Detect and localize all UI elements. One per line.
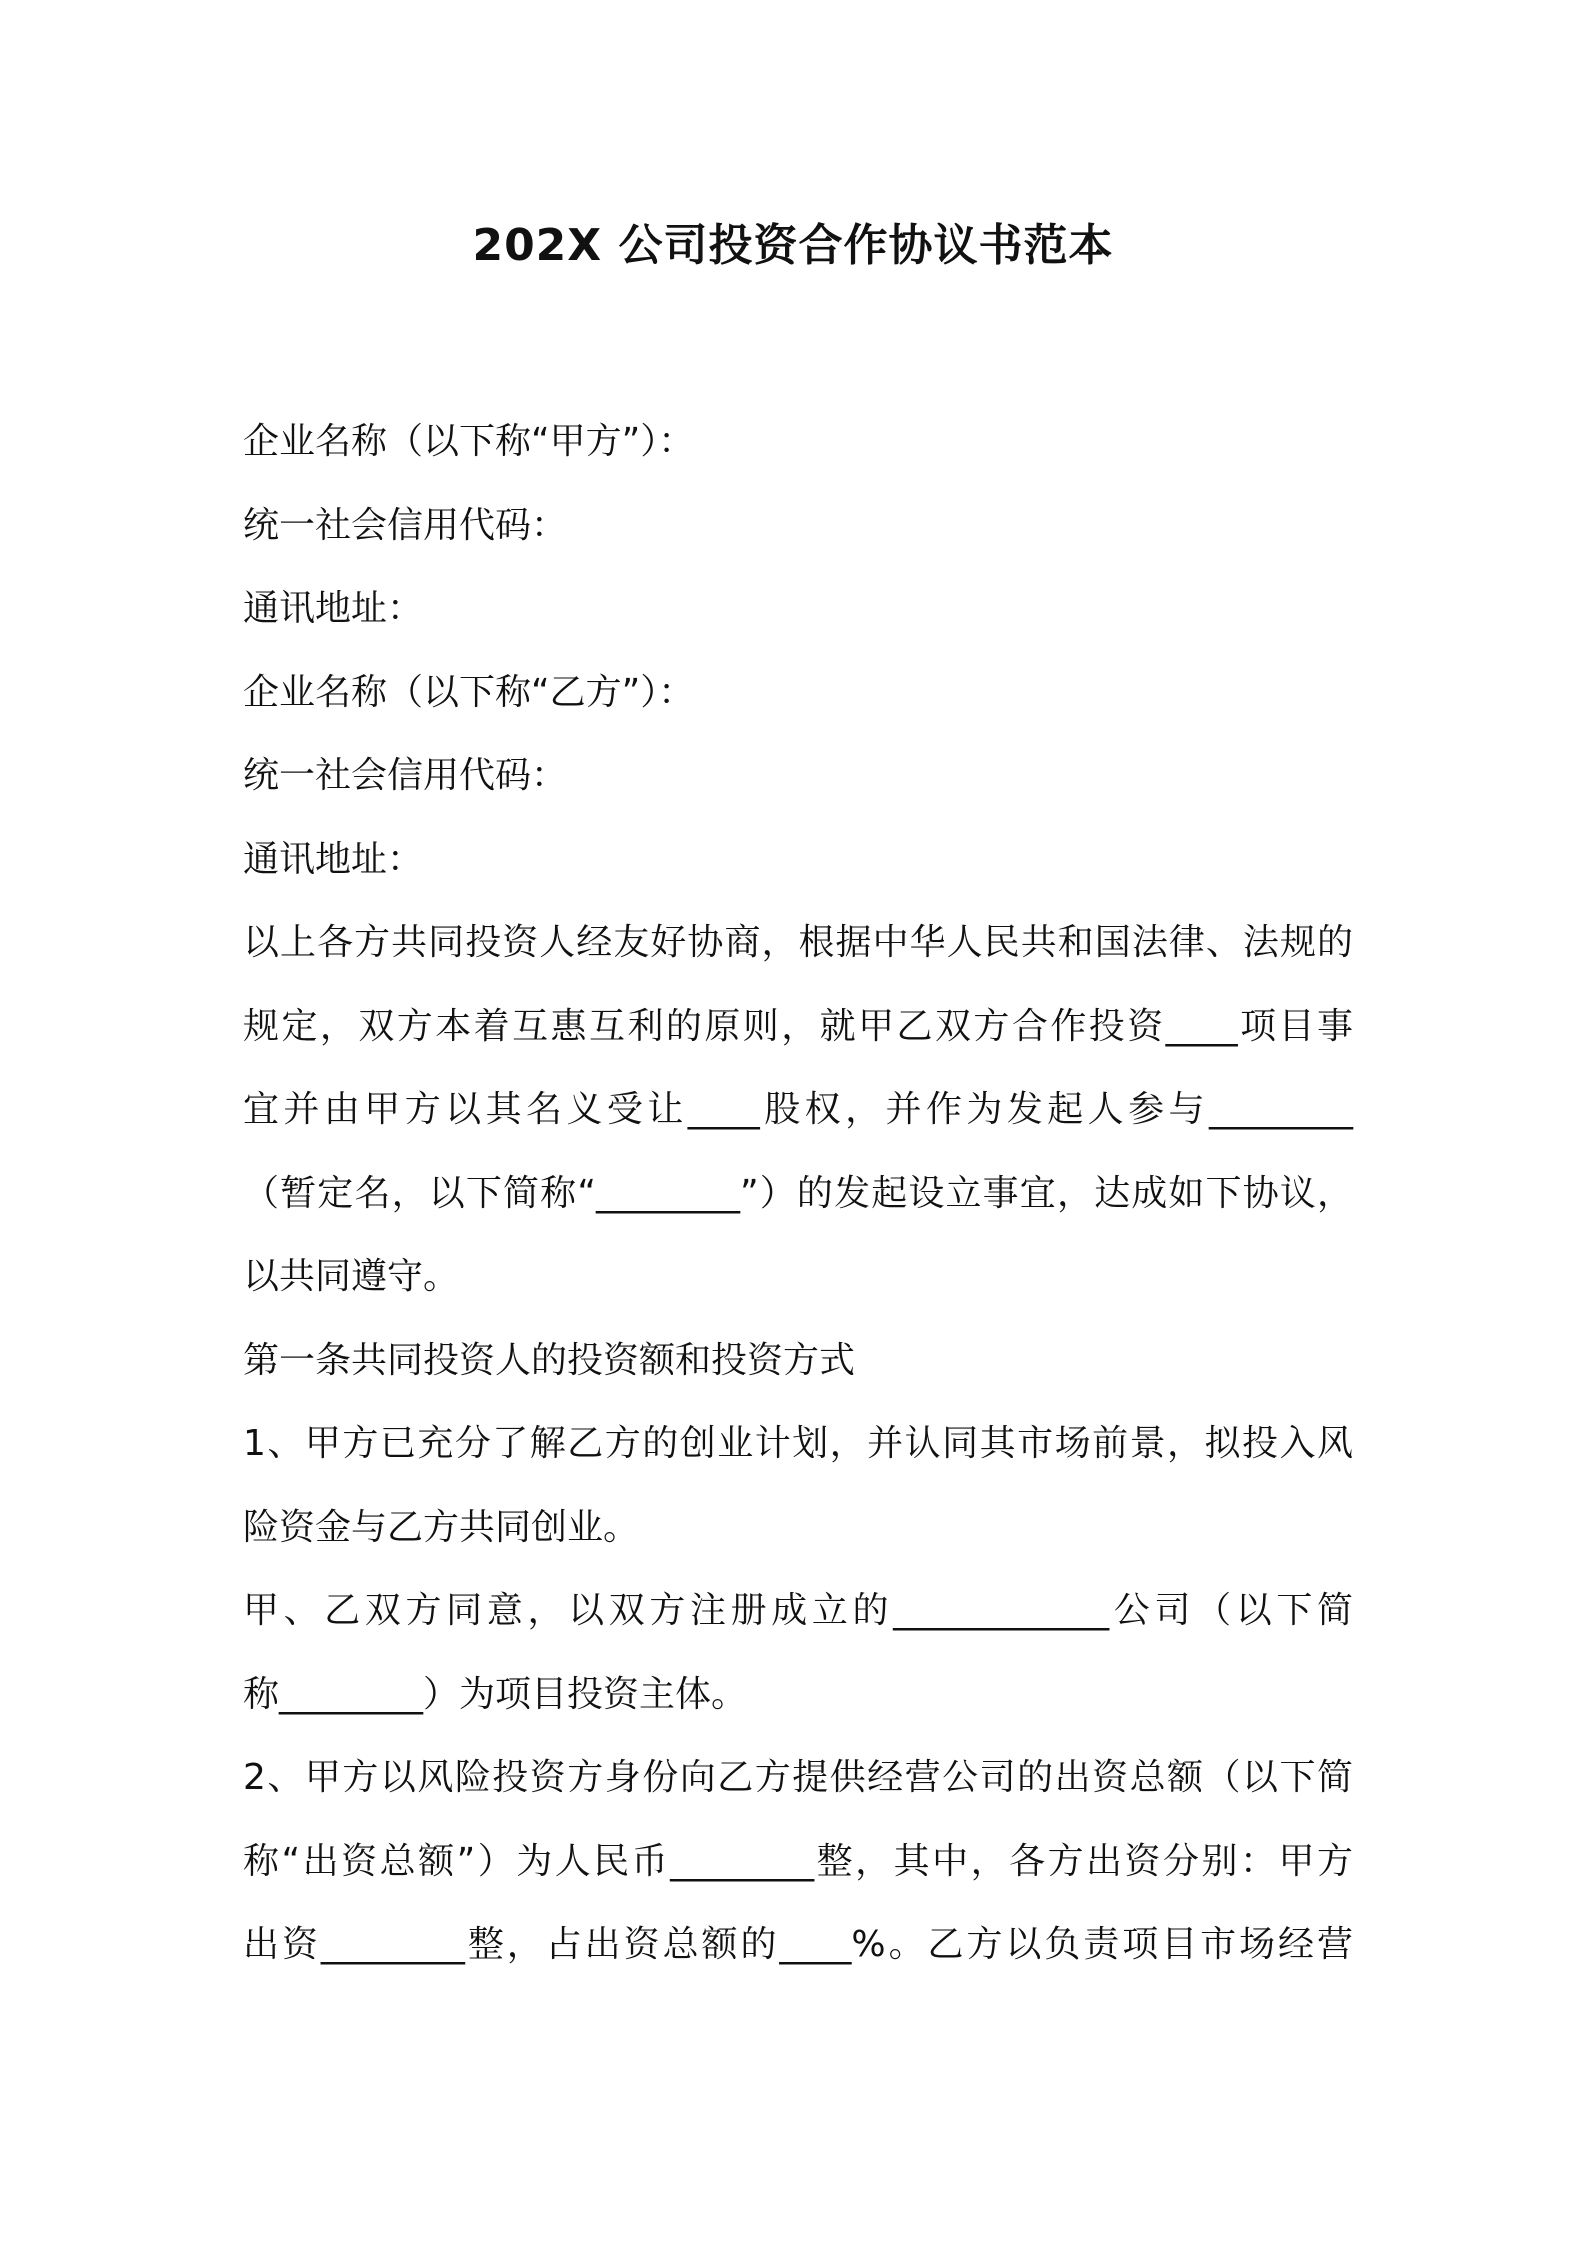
article-one-heading: 第一条共同投资人的投资额和投资方式 [243,1339,856,1381]
party-a-address-line: 通讯地址： [243,588,424,629]
party-b-address-line: 通讯地址： [243,838,424,880]
preamble-line: 宜并由甲方以其名义受让____股权，并作为发起人参与________ [243,1089,1353,1130]
party-a-name-line: 企业名称（以下称“甲方”）： [243,421,695,462]
clause-line: 甲、乙双方同意，以双方注册成立的____________公司（以下简 [243,1590,1353,1631]
party-a-credit-code-line: 统一社会信用代码： [243,504,568,546]
preamble-line: 规定，双方本着互惠互利的原则，就甲乙双方合作投资____项目事 [243,1005,1353,1047]
clause-line: 称“出资总额”）为人民币________整，其中，各方出资分别：甲方 [243,1840,1353,1882]
clause-line: 2、甲方以风险投资方身份向乙方提供经营公司的出资总额（以下简 [243,1757,1353,1798]
clause-line: 称________）为项目投资主体。 [243,1673,748,1715]
party-b-credit-code-line: 统一社会信用代码： [243,755,568,796]
clause-line: 出资________整，占出资总额的____%。乙方以负责项目市场经营 [243,1924,1353,1965]
clause-line: 险资金与乙方共同创业。 [243,1506,640,1548]
preamble-line: 以共同遵守。 [243,1256,460,1297]
party-b-name-line: 企业名称（以下称“乙方”）： [243,671,695,713]
clause-line: 1、甲方已充分了解乙方的创业计划，并认同其市场前景，拟投入风 [243,1423,1353,1464]
preamble-line: 以上各方共同投资人经友好协商，根据中华人民共和国法律、法规的 [243,922,1353,963]
document-title: 202X 公司投资合作协议书范本 [472,220,1114,271]
document-body [243,400,1353,1987]
preamble-line: （暂定名，以下简称“________”）的发起设立事宜，达成如下协议， [243,1172,1353,1214]
